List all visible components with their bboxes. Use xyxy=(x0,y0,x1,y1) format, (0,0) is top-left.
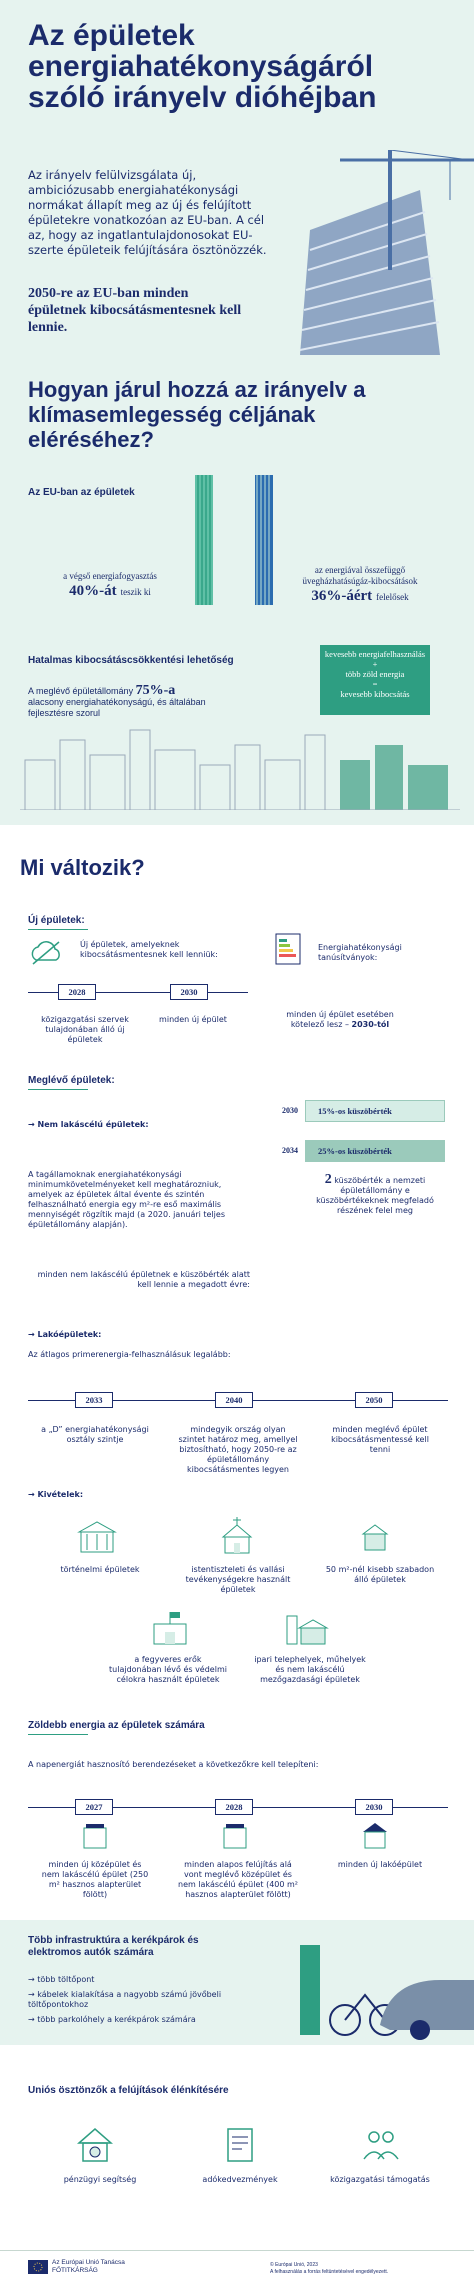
two-thresholds-number: 2 xyxy=(324,1172,332,1187)
existing-stock-prefix: A meglévő épületállomány xyxy=(28,686,134,696)
eu-flag-logo xyxy=(28,2260,48,2274)
public-new-buildings-text: közigazgatási szervek tulajdonában álló új épületek xyxy=(41,1015,129,1044)
church-icon xyxy=(215,1515,259,1555)
energy-cert-heading: Energiahatékonysági tanúsítványok: xyxy=(318,943,402,962)
box-equals: = xyxy=(372,679,378,689)
council-name-text: Az Európai Unió Tanácsa xyxy=(52,2259,125,2266)
nonresidential-heading-text: Nem lakáscélú épületek: xyxy=(37,1120,149,1129)
cert-mandatory-prefix: minden új épület esetében kötelező lesz – xyxy=(286,1010,394,1029)
solar-2030-text: minden új lakóépület xyxy=(337,1860,423,1869)
military-building-icon xyxy=(150,1610,190,1646)
emissions-stat xyxy=(280,565,440,605)
climate-subheading: Az EU-ban az épületek xyxy=(28,487,135,498)
infra-heading: Több infrastruktúra a kerékpárok és elektromos autók számára xyxy=(28,1935,199,1958)
year-2050-box: 2050 xyxy=(355,1392,393,1408)
existing-stock-pct: 75%-a xyxy=(135,683,176,698)
infra-item-1: kábelek kialakítása a nagyobb számú jövőbeli töltőpontokhoz xyxy=(28,1990,222,2009)
residential-building-icon xyxy=(360,1820,390,1850)
hero-intro-text: Az irányelv felülvizsgálata új, ambiciózusabb energiahatékonysági normákat állapít meg az új és felújított épületekre vonatkozóan az EU-ban. A cél az, hogy az ingatlantulajdonosokat EU-szerte épületeik felújítására ösztönözzék. xyxy=(28,168,267,257)
existing-stock-text: alacsony energiahatékonyságú, és általában fejlesztésre szorul xyxy=(28,697,206,718)
ev-charging-illustration xyxy=(290,1925,474,2045)
all-new-buildings-text: minden új épület xyxy=(159,1015,227,1024)
threshold-2034-year: 2034 xyxy=(282,1146,298,1155)
energy-consumption-suffix: teszik ki xyxy=(120,587,151,597)
box-line3: kevesebb kibocsátás xyxy=(340,689,410,699)
solar-2028-text: minden alapos felújítás alá vont meglévő középület és nem lakáscélú épület (400 m² hasznos alapterület fölött) xyxy=(178,1860,298,1899)
infra-item-0: több töltőpont xyxy=(37,1975,95,1984)
year-2030-box: 2030 xyxy=(170,984,208,1000)
emissions-label: az energiával összefüggő üvegházhatásúgáz-kibocsátások xyxy=(302,565,418,586)
energy-consumption-label: a végső energiafogyasztás xyxy=(63,571,157,581)
exception-historic-text: történelmi épületek xyxy=(60,1565,140,1574)
city-skyline-illustration xyxy=(20,700,460,810)
year-2028-box: 2028 xyxy=(58,984,96,1000)
infra-item: → több töltőpont xyxy=(28,1975,95,1984)
climate-heading: Hogyan járul hozzá az irányelv a klímasemlegesség céljának eléréséhez? xyxy=(28,377,366,452)
year-2033-box: 2033 xyxy=(75,1392,113,1408)
solar-heading-text: Zöldebb energia az épületek számára xyxy=(28,1720,205,1731)
year-2040-box: 2040 xyxy=(215,1392,253,1408)
box-plus: + xyxy=(372,659,378,669)
copyright-line1: © Európai Unió, 2023 xyxy=(270,2262,318,2268)
energy-certificate-icon xyxy=(275,933,301,965)
solar-year-2030: 2030 xyxy=(355,1799,393,1815)
exception-industrial-text: ipari telephelyek, műhelyek és nem lakáscélú mezőgazdasági épületek xyxy=(254,1655,366,1684)
existing-buildings-heading xyxy=(28,1075,115,1090)
footer-divider xyxy=(0,2250,474,2251)
infra-item: → kábelek kialakítása a nagyobb számú jövőbeli töltőpontokhoz xyxy=(28,1990,222,2009)
hero-goal-text: 2050-re az EU-ban minden épületnek kibocsátásmentesnek kell lennie. xyxy=(28,286,242,335)
solar-2027-text: minden új középület és nem lakáscélú épület (250 m² hasznos alapterület fölött) xyxy=(41,1860,149,1899)
exceptions-heading-text: Kivételek: xyxy=(37,1490,84,1499)
solar-intro: A napenergiát hasznosító berendezéseket a következőkre kell telepíteni: xyxy=(28,1760,319,1769)
cert-mandatory-text xyxy=(270,1010,410,1030)
page-title: Az épületek energiahatékonyságáról szóló irányelv dióhéjban xyxy=(28,19,377,114)
admin-support-icon xyxy=(360,2125,400,2165)
hero-section xyxy=(0,0,474,355)
existing-buildings-heading-text: Meglévő épületek: xyxy=(28,1075,115,1086)
nonresidential-heading: → Nem lakáscélú épületek: xyxy=(28,1120,149,1129)
historic-building-icon xyxy=(75,1520,119,1554)
copyright-line2: A felhasználás a forrás feltüntetésével engedélyezett. xyxy=(270,2269,389,2275)
zero-emission-new-text: Új épületek, amelyeknek kibocsátásmentesnek kell lenniük: xyxy=(80,940,218,959)
tax-document-icon xyxy=(220,2125,260,2165)
council-name xyxy=(52,2259,125,2275)
incentive-admin-text: közigazgatási támogatás xyxy=(330,2175,430,2184)
solar-year-2028: 2028 xyxy=(215,1799,253,1815)
copyright xyxy=(270,2262,388,2276)
reduction-subheading: Hatalmas kibocsátáscsökkentési lehetőség xyxy=(28,655,234,666)
new-buildings-heading-text: Új épületek: xyxy=(28,915,85,926)
construction-crane-illustration xyxy=(270,150,474,355)
climate-section xyxy=(0,355,474,825)
energy-consumption-pct: 40%-át xyxy=(69,583,117,599)
exceptions-heading: → Kivételek: xyxy=(28,1490,84,1499)
r2040-text: mindegyik ország olyan szintet határoz meg, amellyel biztosítható, hogy 2050-re az épületállomány kibocsátásmentes legyen xyxy=(178,1425,298,1474)
nonresidential-text: A tagállamoknak energiahatékonysági minimumkövetelményeket kell meghatározniuk, amelyek az épületek által évente és szintén felhasználható energia egy m²-re eső maximális mennyiségét rögzítik majd (a 2020. januári teljes épületállomány alapján). xyxy=(28,1170,225,1229)
renovated-building-icon xyxy=(220,1820,250,1850)
emissions-suffix: felelősek xyxy=(376,592,409,602)
new-buildings-heading xyxy=(28,915,88,930)
infra-item: → több parkolóhely a kerékpárok számára xyxy=(28,2015,196,2024)
two-thresholds-text xyxy=(310,1172,440,1216)
incentives-heading: Uniós ösztönzők a felújítások élénkítésére xyxy=(28,2085,229,2096)
infra-list xyxy=(28,1975,238,2025)
solar-year-2027: 2027 xyxy=(75,1799,113,1815)
emissions-pct: 36%-áért xyxy=(311,588,373,604)
public-building-icon xyxy=(80,1820,110,1850)
nonresidential-below-text: minden nem lakáscélú épületnek e küszöbérték alatt kell lennie a megadott évre: xyxy=(37,1270,250,1289)
solar-heading xyxy=(28,1720,205,1735)
infra-item-2: több parkolóhely a kerékpárok számára xyxy=(37,2015,196,2024)
box-line2: több zöld energia xyxy=(345,669,405,679)
r2033-text: a „D” energiahatékonysági osztály szintje xyxy=(41,1425,149,1444)
exception-military-text: a fegyveres erők tulajdonában lévő és védelmi célokra használt épületek xyxy=(109,1655,227,1684)
residential-heading-text: Lakóépületek: xyxy=(37,1330,102,1339)
co2-cloud-icon xyxy=(28,938,64,966)
box-line1: kevesebb energiafelhasználás xyxy=(324,649,426,659)
house-coin-icon xyxy=(75,2125,115,2165)
two-thresholds-label: küszöbérték a nemzeti épületállomány e küszöbértékeknek megfeladó részének felel meg xyxy=(316,1176,434,1215)
exception-small-text: 50 m²-nél kisebb szabadon álló épületek xyxy=(325,1565,435,1584)
residential-heading: → Lakóépületek: xyxy=(28,1330,102,1339)
exception-worship-text: istentiszteleti és vallási tevékenységekre használt épületek xyxy=(185,1565,291,1594)
threshold-25pct-bar: 25%-os küszöbérték xyxy=(305,1140,445,1162)
changes-title: Mi változik? xyxy=(20,855,145,880)
residential-intro: Az átlagos primerenergia-felhasználásuk legalább: xyxy=(28,1350,231,1359)
incentive-financial-text: pénzügyi segítség xyxy=(63,2175,137,2184)
threshold-2030-year: 2030 xyxy=(282,1106,298,1115)
threshold-15pct-bar: 15%-os küszöbérték xyxy=(305,1100,445,1122)
small-house-icon xyxy=(360,1522,390,1552)
cert-mandatory-year: 2030-tól xyxy=(351,1020,390,1029)
energy-consumption-stat xyxy=(40,571,180,600)
council-sub-text: FŐTITKÁRSÁG xyxy=(52,2267,98,2274)
incentive-tax-text: adókedvezmények xyxy=(202,2175,278,2184)
r2050-text: minden meglévő épület kibocsátásmentessé kell tenni xyxy=(331,1425,429,1454)
industrial-farm-icon xyxy=(285,1610,329,1646)
